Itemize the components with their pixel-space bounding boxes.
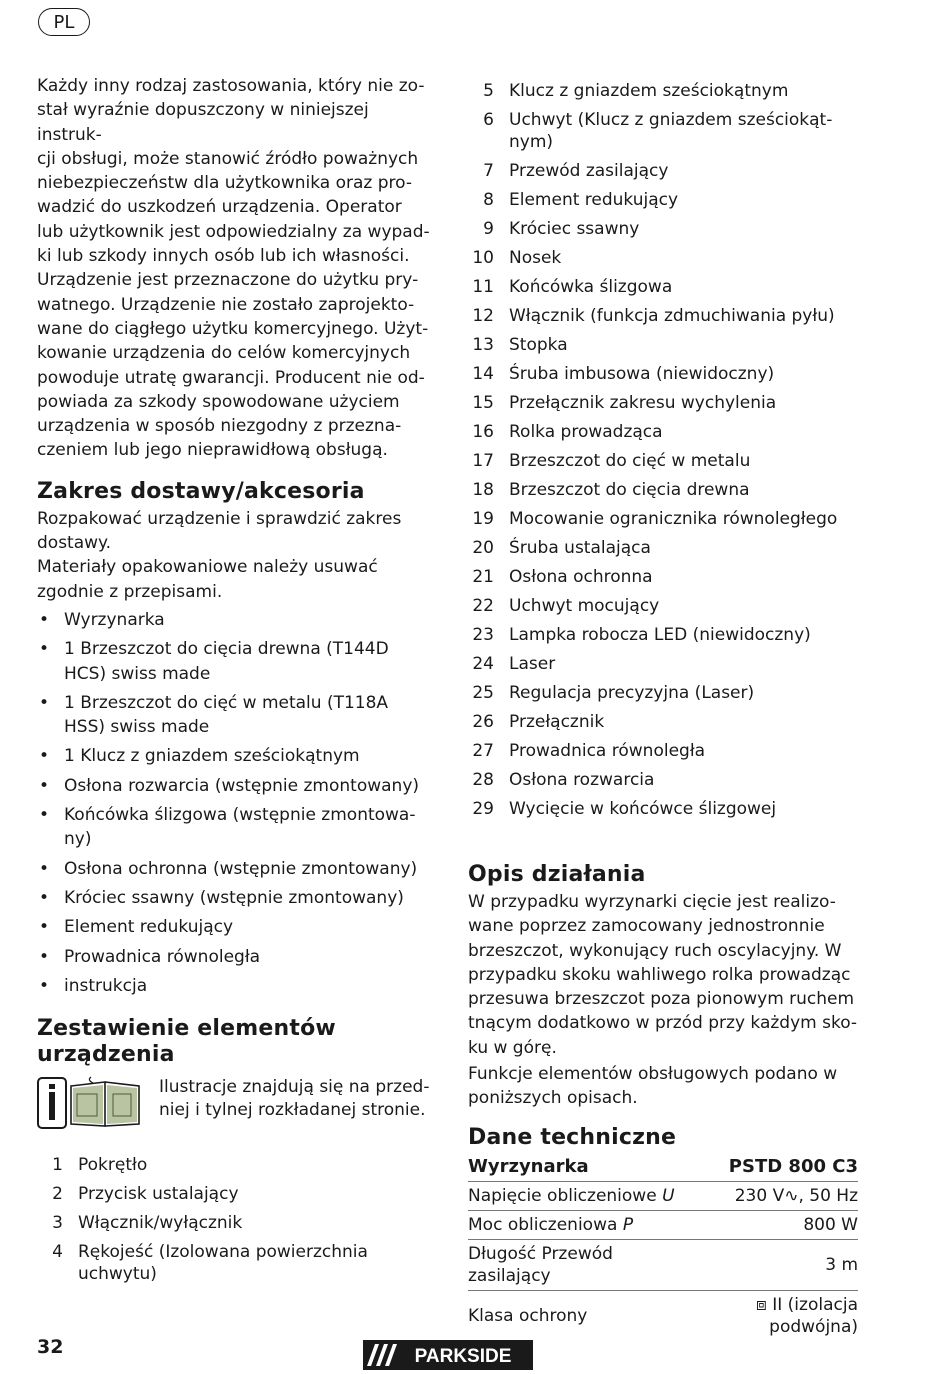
list-item: 8 Element redukujący — [483, 190, 679, 210]
list-item: 5 Klucz z gniazdem sześciokątnym — [483, 81, 789, 101]
list-item: • 1 Brzeszczot do cięcia drewna (T144D HCS) swiss made — [37, 637, 432, 686]
text-line: ku w górę. — [468, 1037, 557, 1058]
text-line: Materiały opakowaniowe należy usuwać — [37, 557, 378, 578]
list-item: • Element redukujący — [37, 915, 432, 939]
section-title-technical: Dane techniczne — [468, 1124, 677, 1150]
list-item: 16 Rolka prowadząca — [472, 422, 663, 442]
info-text: Ilustracje znajdują się na przed- niej i tylnej rozkładanej stronie. — [159, 1077, 430, 1121]
section-title-delivery: Zakres dostawy/akcesoria — [37, 478, 365, 504]
text-line: poniższych opisach. — [468, 1088, 638, 1109]
text-line: wane do ciągłego użytku komercyjnego. Użyt- — [37, 318, 429, 339]
list-item: 7 Przewód zasilający — [483, 161, 669, 181]
list-item: 13 Stopka — [472, 335, 568, 355]
text-line: powiada za szkody spowodowane użyciem — [37, 391, 400, 412]
list-item: 22 Uchwyt mocujący — [472, 596, 660, 616]
page-number: 32 — [37, 1336, 64, 1358]
right-column — [468, 80, 860, 1341]
text-line: przypadku skoku wahliwego rolka prowadząc — [468, 964, 851, 985]
list-item: 2 Przycisk ustalający — [52, 1184, 239, 1205]
text-line: stał wyraźnie dopuszczony w niniejszej instruk- — [37, 100, 369, 145]
table-row — [468, 1181, 858, 1210]
text-line: wadzić do uszkodzeń urządzenia. Operator — [37, 197, 402, 218]
list-item: • Króciec ssawny (wstępnie zmontowany) — [37, 886, 432, 910]
list-item: 17 Brzeszczot do cięć w metalu — [472, 451, 751, 471]
text-line: tnącym dodatkowo w przód przy każdym sko- — [468, 1013, 858, 1034]
list-item: 1 Pokrętło — [52, 1155, 148, 1176]
text-line: cji obsługi, może stanowić źródło poważnych — [37, 148, 419, 169]
text-line: powoduje utratę gwarancji. Producent nie od- — [37, 367, 425, 388]
list-item: 27 Prowadnica równoległa — [472, 741, 706, 761]
list-item: 23 Lampka robocza LED (niewidoczny) — [472, 625, 811, 645]
info-book-icon — [37, 1074, 142, 1132]
delivery-list — [37, 608, 432, 998]
list-item: • Prowadnica równoległa — [37, 945, 432, 969]
list-item: 6 Uchwyt (Klucz z gniazdem sześciokąt- nym) — [483, 110, 833, 152]
text-line: Urządzenie jest przeznaczone do użytku pry- — [37, 270, 419, 291]
section-title-operation: Opis działania — [468, 862, 646, 887]
table-cell: PSTD 800 C3 — [728, 1155, 858, 1177]
intro-paragraph — [37, 74, 432, 463]
parts-list-right — [468, 80, 860, 848]
list-item: 25 Regulacja precyzyjna (Laser) — [472, 683, 755, 703]
table-row — [468, 1210, 858, 1239]
list-item: 15 Przełącznik zakresu wychylenia — [472, 393, 777, 413]
text-line: urządzenia w sposób niezgodny z przezna- — [37, 416, 402, 437]
section-title-components: Zestawienie elementów urządzenia — [37, 1016, 336, 1068]
list-item: 14 Śruba imbusowa (niewidoczny) — [472, 364, 775, 384]
table-row — [468, 1239, 858, 1290]
parts-list-left — [37, 1154, 432, 1285]
list-item: 11 Końcówka ślizgowa — [472, 277, 673, 297]
list-item: 20 Śruba ustalająca — [472, 538, 651, 558]
table-header-row — [468, 1153, 858, 1182]
list-item: 10 Nosek — [472, 248, 562, 268]
list-item: 18 Brzeszczot do cięcia drewna — [472, 480, 750, 500]
list-item: 3 Włącznik/wyłącznik — [52, 1213, 243, 1234]
text-line: ki lub szkody innych osób lub ich własności. — [37, 246, 410, 267]
list-item: 21 Osłona ochronna — [472, 567, 653, 587]
list-item: 4 Rękojeść (Izolowana powierzchnia uchwytu) — [52, 1242, 368, 1285]
text-line: Rozpakować urządzenie i sprawdzić zakres — [37, 508, 402, 529]
list-item: 9 Króciec ssawny — [483, 219, 640, 239]
table-cell: Moc obliczeniowa P — [468, 1210, 681, 1239]
text-line: watnego. Urządzenie nie zostało zaprojekto- — [37, 294, 415, 315]
parkside-logo — [363, 1340, 533, 1370]
text-line: wane poprzez zamocowany jednostronnie — [468, 916, 825, 937]
table-cell: 3 m — [681, 1239, 858, 1290]
list-item: 19 Mocowanie ogranicznika równoległego — [472, 509, 838, 529]
table-cell: Klasa ochrony — [468, 1290, 681, 1341]
info-note — [37, 1074, 432, 1132]
text-line: czeniem lub jego nieprawidłową obsługą. — [37, 440, 388, 461]
list-item: 24 Laser — [472, 654, 556, 674]
list-item: • 1 Brzeszczot do cięć w metalu (T118A HSS) swiss made — [37, 691, 432, 740]
text-line: Każdy inny rodzaj zastosowania, który nie zo- — [37, 76, 425, 96]
language-badge: PL — [38, 8, 90, 36]
table-cell: Napięcie obliczeniowe U — [468, 1181, 681, 1210]
tech-table — [468, 1153, 858, 1341]
table-row — [468, 1290, 858, 1341]
list-item: • instrukcja — [37, 974, 432, 998]
list-item: • Końcówka ślizgowa (wstępnie zmontowa- ny) — [37, 803, 432, 852]
text-line: przesuwa brzeszczot poza pionowym ruchem — [468, 989, 855, 1010]
table-cell: 230 V∿, 50 Hz — [681, 1181, 858, 1210]
table-cell: Wyrzynarka — [468, 1155, 589, 1177]
list-item: 12 Włącznik (funkcja zdmuchiwania pyłu) — [472, 306, 835, 326]
table-cell: ⧈ II (izolacja podwójna) — [681, 1290, 858, 1341]
list-item: • Wyrzynarka — [37, 608, 432, 632]
text-line: kowanie urządzenia do celów komercyjnych — [37, 343, 411, 364]
list-item: • Osłona ochronna (wstępnie zmontowany) — [37, 857, 432, 881]
text-line: niebezpieczeństw dla użytkownika oraz pro- — [37, 173, 412, 194]
left-column — [37, 74, 432, 1292]
list-item: • 1 Klucz z gniazdem sześciokątnym — [37, 744, 432, 768]
list-item: 29 Wycięcie w końcówce ślizgowej — [472, 799, 777, 819]
text-line: W przypadku wyrzynarki cięcie jest realizo- — [468, 892, 836, 912]
svg-text:PARKSIDE: PARKSIDE — [414, 1346, 512, 1367]
text-line: Funkcje elementów obsługowych podano w — [468, 1064, 838, 1085]
text-line: zgodnie z przepisami. — [37, 581, 223, 602]
text-line: brzeszczot, wykonujący ruch oscylacyjny. W — [468, 940, 842, 961]
text-line: lub użytkownik jest odpowiedzialny za wypad- — [37, 221, 430, 242]
list-item: • Osłona rozwarcia (wstępnie zmontowany) — [37, 774, 432, 798]
list-item: 28 Osłona rozwarcia — [472, 770, 655, 790]
table-cell: Długość Przewód zasilający — [468, 1239, 681, 1290]
table-cell: 800 W — [681, 1210, 858, 1239]
text-line: dostawy. — [37, 533, 112, 554]
list-item: 26 Przełącznik — [472, 712, 605, 732]
